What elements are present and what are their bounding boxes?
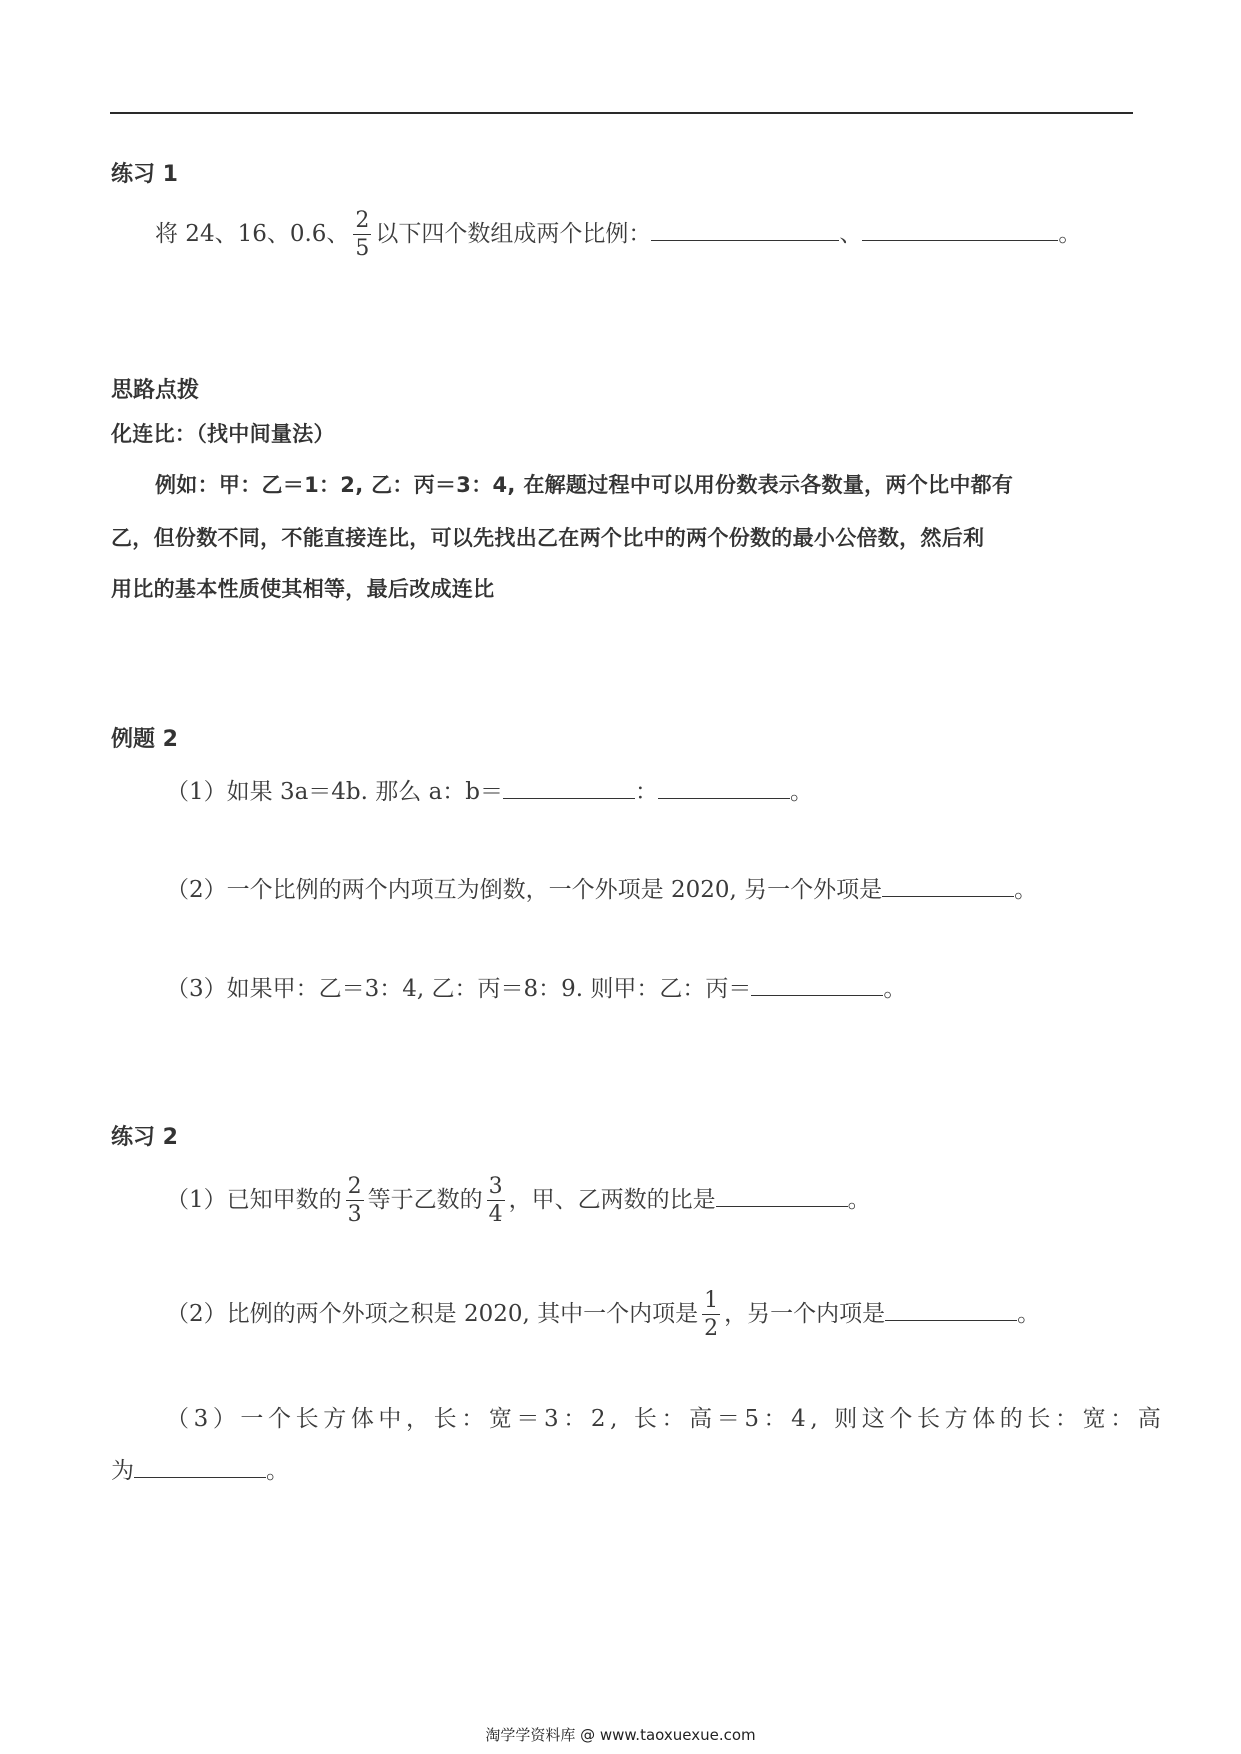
exercise-2-heading: 练习 2 [111, 1125, 178, 1150]
fraction-numerator: 2 [355, 208, 370, 233]
answer-blank[interactable] [885, 1298, 1017, 1321]
fraction-denominator: 3 [347, 1202, 362, 1227]
exercise-2-question-1 [166, 1174, 1241, 1227]
question-text: ，另一个内项是 [724, 1301, 886, 1327]
answer-blank[interactable] [658, 776, 790, 799]
fraction-1-2 [702, 1290, 720, 1340]
fraction-denominator: 4 [488, 1202, 503, 1227]
question-text: 为 [111, 1458, 134, 1484]
question-text: （1）如果 3a＝4b. 那么 a：b＝ [166, 779, 504, 805]
fraction-numerator: 1 [704, 1288, 719, 1313]
fraction-numerator: 3 [488, 1174, 503, 1199]
colon-text: ： [635, 779, 659, 805]
fraction-denominator: 5 [355, 236, 370, 261]
question-text: 等于乙数的 [367, 1187, 483, 1213]
exercise-2-question-3-line-2 [111, 1452, 1241, 1492]
exercise-1-heading: 练习 1 [111, 162, 178, 187]
question-text: （2）一个比例的两个内项互为倒数，一个外项是 2020, 另一个外项是 [166, 877, 883, 903]
period-text: 。 [1014, 877, 1038, 903]
question-text: 将 24、16、0.6、 [155, 221, 350, 247]
tips-paragraph-line-3: 用比的基本性质使其相等，最后改成连比 [111, 577, 495, 601]
example-2-heading: 例题 2 [111, 727, 178, 752]
exercise-1-question [155, 208, 1241, 261]
answer-blank[interactable] [503, 776, 635, 799]
question-text: （3）如果甲：乙＝3：4, 乙：丙＝8：9. 则甲：乙：丙＝ [166, 976, 752, 1002]
question-text: （1）已知甲数的 [166, 1187, 342, 1213]
question-text: （2）比例的两个外项之积是 2020, 其中一个内项是 [166, 1301, 699, 1327]
fraction-2-3 [346, 1176, 364, 1226]
answer-blank[interactable] [882, 874, 1014, 897]
example-2-question-1 [166, 773, 1241, 813]
question-text: ，甲、乙两数的比是 [508, 1187, 716, 1213]
answer-blank[interactable] [716, 1184, 848, 1207]
answer-blank[interactable] [134, 1455, 266, 1478]
answer-blank-1[interactable] [651, 218, 839, 241]
tips-paragraph-line-1: 例如：甲：乙＝1：2, 乙：丙＝3：4, 在解题过程中可以用份数表示各数量，两个比中都有 [155, 473, 1014, 497]
tips-paragraph-line-2: 乙，但份数不同，不能直接连比，可以先找出乙在两个比中的两个份数的最小公倍数，然后利 [111, 526, 985, 550]
period-text: 。 [883, 976, 907, 1002]
period-text: 。 [1017, 1301, 1041, 1327]
period-text: 。 [1058, 221, 1082, 247]
example-2-question-3 [166, 970, 1241, 1010]
header-rule [110, 112, 1133, 114]
period-text: 。 [847, 1187, 871, 1213]
period-text: 。 [790, 779, 814, 805]
fraction-denominator: 2 [704, 1316, 719, 1341]
fraction-3-4 [487, 1176, 505, 1226]
separator-text: 、 [839, 221, 863, 247]
exercise-2-question-3-line-1: （3）一个长方体中，长：宽＝3：2, 长：高＝5：4, 则这个长方体的长：宽：高 [166, 1406, 1166, 1432]
exercise-2-question-2 [166, 1288, 1241, 1341]
fraction-2-5 [353, 210, 371, 260]
period-text: 。 [266, 1458, 289, 1484]
question-text: 以下四个数组成两个比例： [375, 221, 652, 247]
fraction-numerator: 2 [347, 1174, 362, 1199]
tips-subheading: 化连比：（找中间量法） [111, 422, 335, 446]
answer-blank[interactable] [751, 973, 883, 996]
footer-watermark: 淘学学资料库 @ www.taoxuexue.com [485, 1726, 756, 1744]
answer-blank-2[interactable] [862, 218, 1058, 241]
example-2-question-2 [166, 871, 1241, 911]
tips-heading: 思路点拨 [111, 378, 200, 403]
